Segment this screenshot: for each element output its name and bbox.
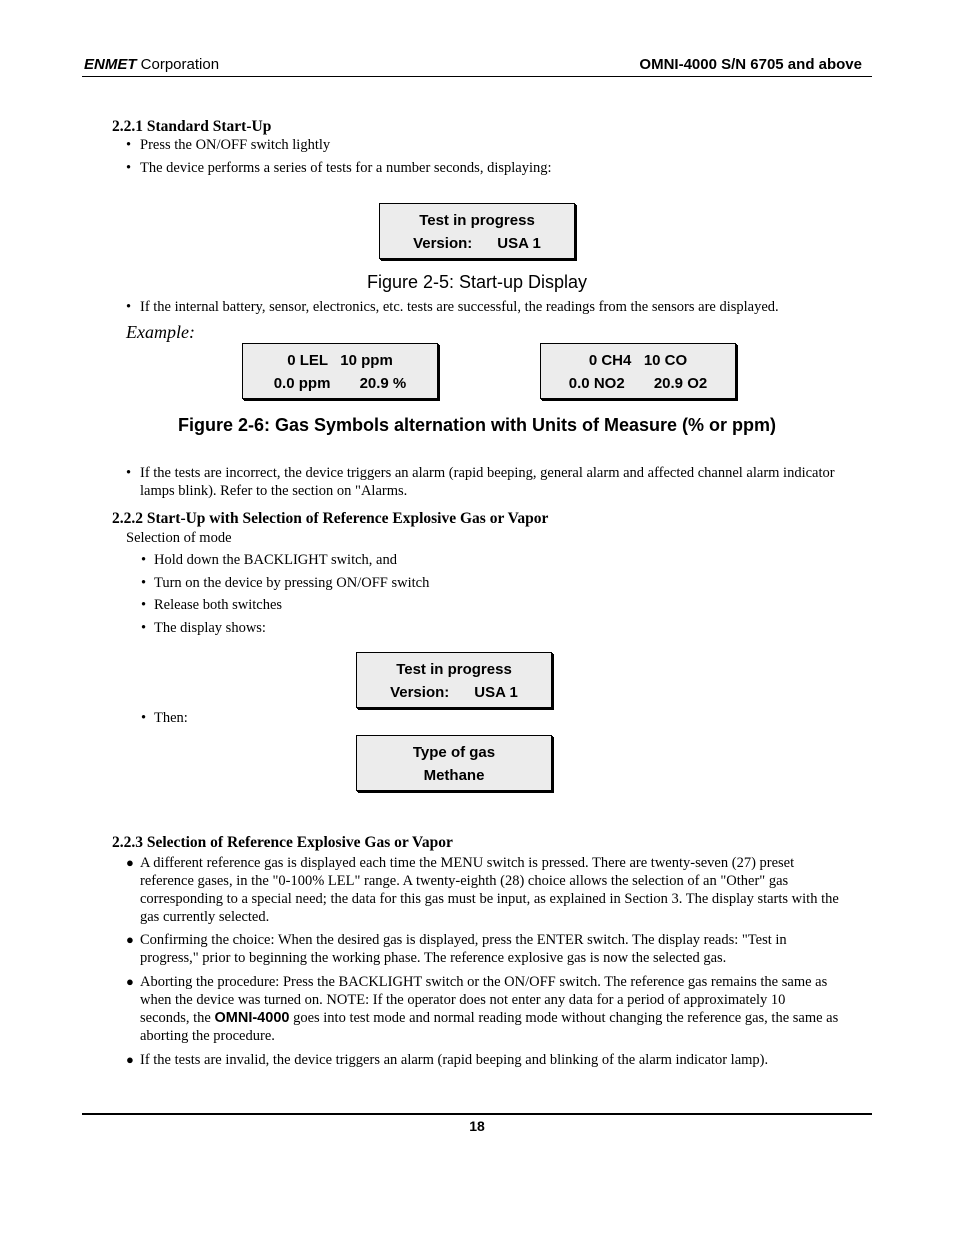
list-item: • If the tests are incorrect, the device triggers an alarm (rapid beeping, general alarm and affected channel alarm indicator lamps blink). Refer to the section on "Alarms. xyxy=(126,465,835,499)
company-rest: Corporation xyxy=(136,56,220,73)
figure-2-5-caption: Figure 2-5: Start-up Display xyxy=(366,272,588,292)
display-line-1: 0 LEL 10 ppm xyxy=(287,352,393,369)
header-company xyxy=(84,56,219,73)
section-222-heading: 2.2.2 Start-Up with Selection of Reference Explosive Gas or Vapor xyxy=(112,510,549,527)
list-item: • Then: xyxy=(141,710,188,726)
startup-display-2 xyxy=(356,652,552,708)
section-221-heading: 2.2.1 Standard Start-Up xyxy=(112,118,272,135)
display-line-2: 0.0 ppm 20.9 % xyxy=(273,375,407,392)
list-item: • Hold down the BACKLIGHT switch, and xyxy=(141,552,397,568)
display-line-1: Test in progress xyxy=(419,212,535,229)
list-item: • The display shows: xyxy=(141,620,266,636)
list-item: ● If the tests are invalid, the device triggers an alarm (rapid beeping and blinking of the alarm indicator lamp). xyxy=(126,1052,769,1068)
display-line-1: Type of gas xyxy=(412,744,496,761)
list-item: • The device performs a series of tests for a number seconds, displaying: xyxy=(126,160,552,176)
list-item: ● A different reference gas is displayed each time the MENU switch is pressed. There are twenty-seven (27) preset reference gases, in the "0-100% LEL" range. A twenty-eighth (28) choice allows the selection of an "Other" gas corresponding to a special need; the data for this gas must be input, as explained in Section 3. The display starts with the gas currently selected. xyxy=(126,855,839,925)
figure-2-6-caption: Figure 2-6: Gas Symbols alternation with Units of Measure (% or ppm) xyxy=(177,415,777,435)
display-line-2: Version: USA 1 xyxy=(413,235,541,252)
page-number: 18 xyxy=(469,1118,485,1134)
list-item: ● Aborting the procedure: Press the BACKLIGHT switch or the ON/OFF switch. The reference gas remains the same as when the device was turned on. NOTE: If the operator does not enter any data for a period of approximately 10 seconds, the OMNI-4000 goes into test mode and normal reading mode without changing the reference gas, the same as aborting the procedure. xyxy=(126,974,839,1044)
list-item: • Press the ON/OFF switch lightly xyxy=(126,137,331,153)
display-line-2: 0.0 NO2 20.9 O2 xyxy=(568,375,708,392)
footer-rule xyxy=(82,1113,872,1115)
display-line-1: Test in progress xyxy=(396,661,512,678)
section-223-heading: 2.2.3 Selection of Reference Explosive Gas or Vapor xyxy=(112,834,453,851)
display-line-2: Version: USA 1 xyxy=(390,684,518,701)
selection-intro: Selection of mode xyxy=(126,530,232,546)
company-brand: ENMET xyxy=(84,56,137,73)
gas-display-units xyxy=(242,343,438,399)
list-item: ● Confirming the choice: When the desired gas is displayed, press the ENTER switch. The display reads: "Test in progress," prior to beginning the working phase. The reference explosive gas is now the selected gas. xyxy=(126,932,787,966)
list-item: • Turn on the device by pressing ON/OFF switch xyxy=(141,575,430,591)
header-rule xyxy=(82,76,872,77)
header-product: OMNI-4000 S/N 6705 and above xyxy=(639,56,862,73)
list-item: • If the internal battery, sensor, electronics, etc. tests are successful, the readings from the sensors are displayed. xyxy=(126,299,779,315)
example-label: Example: xyxy=(126,322,195,342)
gas-display-symbols xyxy=(540,343,736,399)
gas-type-display xyxy=(356,735,552,791)
list-item: • Release both switches xyxy=(141,597,283,613)
product-name: OMNI-4000 xyxy=(214,1010,290,1026)
display-line-2: Methane xyxy=(423,767,485,784)
display-line-1: 0 CH4 10 CO xyxy=(588,352,688,369)
startup-display xyxy=(379,203,575,259)
